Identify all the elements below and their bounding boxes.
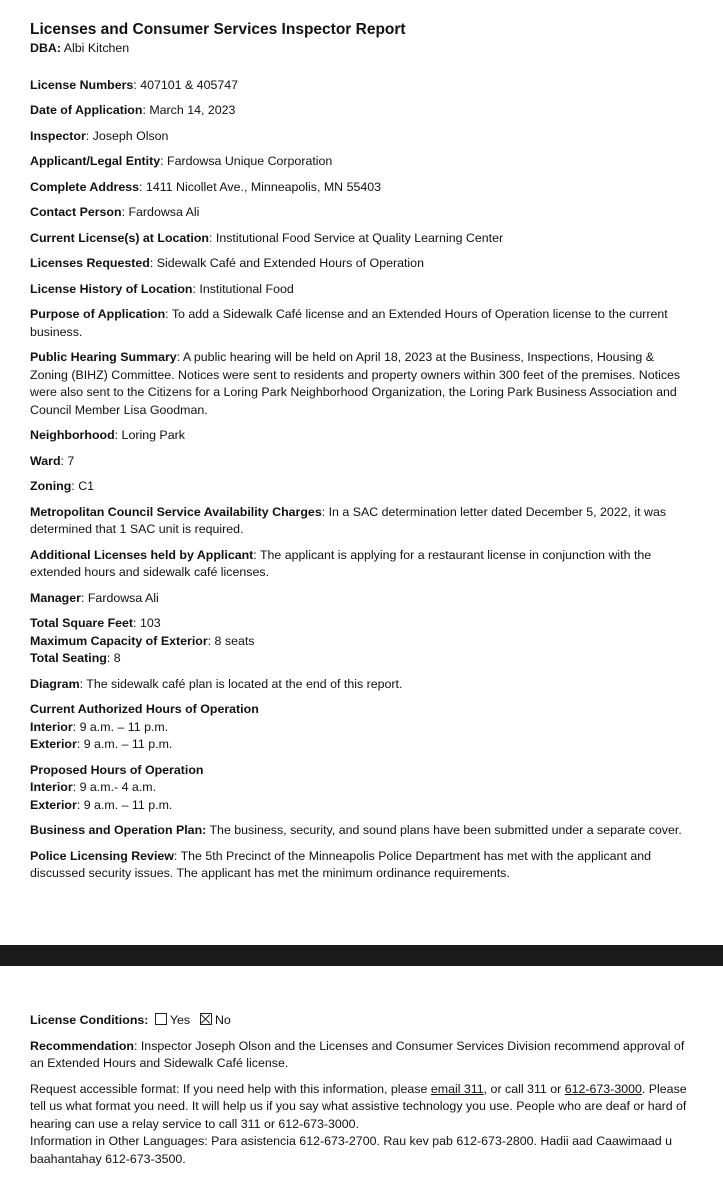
- accessible-format-notice: [30, 1081, 690, 1134]
- field-value: Inspector Joseph Olson and the Licenses and Consumer Services Division recommend approval of an Extended Hours and Sidewalk Café license.: [30, 1038, 685, 1070]
- field-value: 9 a.m.- 4 a.m.: [79, 780, 157, 794]
- field-label: Neighborhood: [30, 428, 115, 442]
- field-label: Exterior: [30, 737, 77, 751]
- field-label: Additional Licenses held by Applicant: [30, 547, 254, 562]
- field-label: Police Licensing Review: [30, 848, 174, 863]
- field-value: 9 a.m. – 11 p.m.: [83, 797, 173, 812]
- field-police-review: Police Licensing Review: The 5th Precinct of the Minneapolis Police Department has met with the applicant and discussed security issues. The applicant has met the minimum ordinance requirements.: [30, 848, 652, 880]
- field-business-plan: [30, 822, 687, 840]
- no-checked-checkbox-icon[interactable]: [200, 1013, 212, 1025]
- field-label: Public Hearing Summary: [30, 350, 177, 364]
- report-field: Ward: 7: [30, 453, 75, 468]
- field-label: Maximum Capacity of Exterior: [30, 633, 208, 648]
- proposed-hours-interior: Interior: 9 a.m.- 4 a.m.: [30, 780, 157, 794]
- field-value: 9 a.m. – 11 p.m.: [83, 737, 173, 751]
- field-label: Manager: [30, 590, 81, 605]
- field-value: A public hearing will be held on April 18, 2023 at the Business, Inspections, Housing & Zoning (BIHZ) Committee. Notices were sent to residents and property owners within 300 feet of the premises. Notices were also sent to the Citizens for a Loring Park Neighborhood Organization, the Loring Park Business Association and Council Member Lisa Goodman.: [30, 350, 681, 417]
- field-value: 407101 & 405747: [140, 77, 239, 92]
- field-label: License Conditions:: [30, 1013, 149, 1027]
- field-value: Institutional Food Service at Quality Learning Center: [215, 230, 504, 245]
- report-field: Current License(s) at Location: Institutional Food Service at Quality Learning Center: [30, 230, 504, 245]
- report-field: Neighborhood: Loring Park: [30, 428, 185, 442]
- field-label: Diagram: [30, 676, 80, 691]
- field-label: Interior: [30, 719, 73, 734]
- field-value: March 14, 2023: [149, 103, 236, 117]
- field-label: License History of Location: [30, 281, 193, 296]
- field-label: Ward: [30, 453, 61, 468]
- report-field: Inspector: Joseph Olson: [30, 128, 169, 143]
- field-value: 8 seats: [214, 633, 255, 648]
- field-label: Total Square Feet: [30, 616, 134, 630]
- report-field: License History of Location: Institutional Food: [30, 281, 294, 296]
- report-field: Zoning: C1: [30, 479, 95, 493]
- field-label: Total Seating: [30, 651, 107, 665]
- field-label: Current License(s) at Location: [30, 230, 210, 245]
- field-label: Complete Address: [30, 179, 140, 194]
- field-value: C1: [78, 479, 95, 493]
- field-maximum-capacity: Maximum Capacity of Exterior: 8 seats: [30, 633, 255, 648]
- accessible-mid: , or call 311 or: [483, 1081, 565, 1096]
- phone-link[interactable]: 612-673-3000: [564, 1081, 642, 1096]
- field-value: Fardowsa Ali: [87, 590, 159, 605]
- current-hours-exterior: Exterior: 9 a.m. – 11 p.m.: [30, 737, 173, 751]
- page-divider-bar: [0, 945, 723, 966]
- field-value: To add a Sidewalk Café license and an Extended Hours of Operation license to the current business.: [30, 307, 668, 339]
- dba-value: Albi Kitchen: [63, 41, 130, 55]
- report-field: Metropolitan Council Service Availability Charges: In a SAC determination letter dated December 5, 2022, it was determined that 1 SAC unit is required.: [30, 504, 667, 536]
- field-value: Fardowsa Ali: [128, 205, 200, 219]
- dba-label: DBA:: [30, 41, 61, 55]
- field-value: Joseph Olson: [92, 128, 169, 143]
- field-value: 7: [67, 453, 75, 468]
- field-value: 103: [139, 616, 161, 630]
- heading-text: Current Authorized Hours of Operation: [30, 702, 259, 716]
- yes-option-label: Yes: [169, 1013, 191, 1027]
- field-value: Institutional Food: [199, 281, 294, 296]
- field-label: Business and Operation Plan:: [30, 823, 207, 837]
- license-conditions: [30, 1012, 690, 1030]
- field-value: 1411 Nicollet Ave., Minneapolis, MN 55403: [145, 179, 382, 194]
- proposed-hours-heading: [30, 762, 687, 780]
- other-languages: Information in Other Languages: Para asistencia 612-673-2700. Rau kev pab 612-673-2800. Hadii aad Caawimaad u baahantahay 612-673-3500.: [30, 1134, 672, 1166]
- proposed-hours-exterior: Exterior: 9 a.m. – 11 p.m.: [30, 797, 173, 812]
- report-fields: [30, 77, 687, 608]
- field-value: The business, security, and sound plans have been submitted under a separate cover.: [209, 823, 682, 837]
- field-value: Loring Park: [121, 428, 185, 442]
- field-label: Recommendation: [30, 1038, 134, 1053]
- no-option-label: No: [214, 1013, 231, 1027]
- accessible-intro: Request accessible format: If you need help with this information, please: [30, 1081, 431, 1096]
- report-field: Licenses Requested: Sidewalk Café and Extended Hours of Operation: [30, 256, 424, 270]
- field-label: Contact Person: [30, 205, 122, 219]
- field-value: 8: [113, 651, 121, 665]
- page-title: Licenses and Consumer Services Inspector Report: [30, 21, 406, 38]
- field-label: Licenses Requested: [30, 256, 150, 270]
- field-total-seating: Total Seating: 8: [30, 651, 121, 665]
- field-label: Metropolitan Council Service Availability Charges: [30, 504, 322, 519]
- field-value: The sidewalk café plan is located at the end of this report.: [86, 676, 403, 691]
- field-total-square-feet: Total Square Feet: 103: [30, 616, 161, 630]
- field-label: Applicant/Legal Entity: [30, 154, 161, 168]
- field-value: The applicant is applying for a restaurant license in conjunction with the extended hours and sidewalk café licenses.: [30, 547, 652, 579]
- dba-line: [30, 40, 687, 58]
- report-field: Additional Licenses held by Applicant: The applicant is applying for a restaurant license in conjunction with the extended hours and sidewalk café licenses.: [30, 547, 652, 579]
- field-value: Sidewalk Café and Extended Hours of Operation: [156, 256, 424, 270]
- current-hours-interior: Interior: 9 a.m. – 11 p.m.: [30, 719, 169, 734]
- field-label: Zoning: [30, 479, 72, 493]
- report-field: Applicant/Legal Entity: Fardowsa Unique Corporation: [30, 154, 333, 168]
- field-label: Date of Application: [30, 103, 143, 117]
- report-field: Contact Person: Fardowsa Ali: [30, 205, 200, 219]
- field-value: In a SAC determination letter dated December 5, 2022, it was determined that 1 SAC unit is required.: [30, 504, 667, 536]
- field-label: Interior: [30, 780, 73, 794]
- report-field: Manager: Fardowsa Ali: [30, 590, 159, 605]
- report-field: Public Hearing Summary: A public hearing will be held on April 18, 2023 at the Business, Inspections, Housing & Zoning (BIHZ) Committee. Notices were sent to residents and property owners within 300 feet of the premises. Notices were also sent to the Citizens for a Loring Park Neighborhood Organization, the Loring Park Business Association and Council Member Lisa Goodman.: [30, 350, 681, 417]
- field-diagram: Diagram: The sidewalk café plan is located at the end of this report.: [30, 676, 403, 691]
- report-field: Date of Application: March 14, 2023: [30, 103, 236, 117]
- yes-checkbox-icon[interactable]: [155, 1013, 167, 1025]
- field-value: 9 a.m. – 11 p.m.: [79, 719, 169, 734]
- field-label: Inspector: [30, 128, 86, 143]
- accessible-rest: . Please tell us what format you need. It will help us if you say what assistive technology you use. People who are deaf or hard of hearing can use a relay service to call 311 or 612-673-3000.: [30, 1081, 687, 1131]
- field-value: The 5th Precinct of the Minneapolis Police Department has met with the applicant and discussed security issues. The applicant has met the minimum ordinance requirements.: [30, 848, 652, 880]
- field-value: Fardowsa Unique Corporation: [167, 154, 333, 168]
- field-label: Purpose of Application: [30, 307, 166, 321]
- report-footer: [30, 1012, 690, 1176]
- recommendation: Recommendation: Inspector Joseph Olson and the Licenses and Consumer Services Division recommend approval of an Extended Hours and Sidewalk Café license.: [30, 1038, 685, 1070]
- report-field: License Numbers: 407101 & 405747: [30, 77, 239, 92]
- field-label: License Numbers: [30, 77, 134, 92]
- email-311-link[interactable]: email 311: [430, 1081, 484, 1096]
- current-hours-heading: [30, 701, 687, 719]
- heading-text: Proposed Hours of Operation: [30, 762, 204, 777]
- field-label: Exterior: [30, 797, 77, 812]
- report-field: Complete Address: 1411 Nicollet Ave., Minneapolis, MN 55403: [30, 179, 382, 194]
- report-field: Purpose of Application: To add a Sidewalk Café license and an Extended Hours of Operation license to the current business.: [30, 307, 668, 339]
